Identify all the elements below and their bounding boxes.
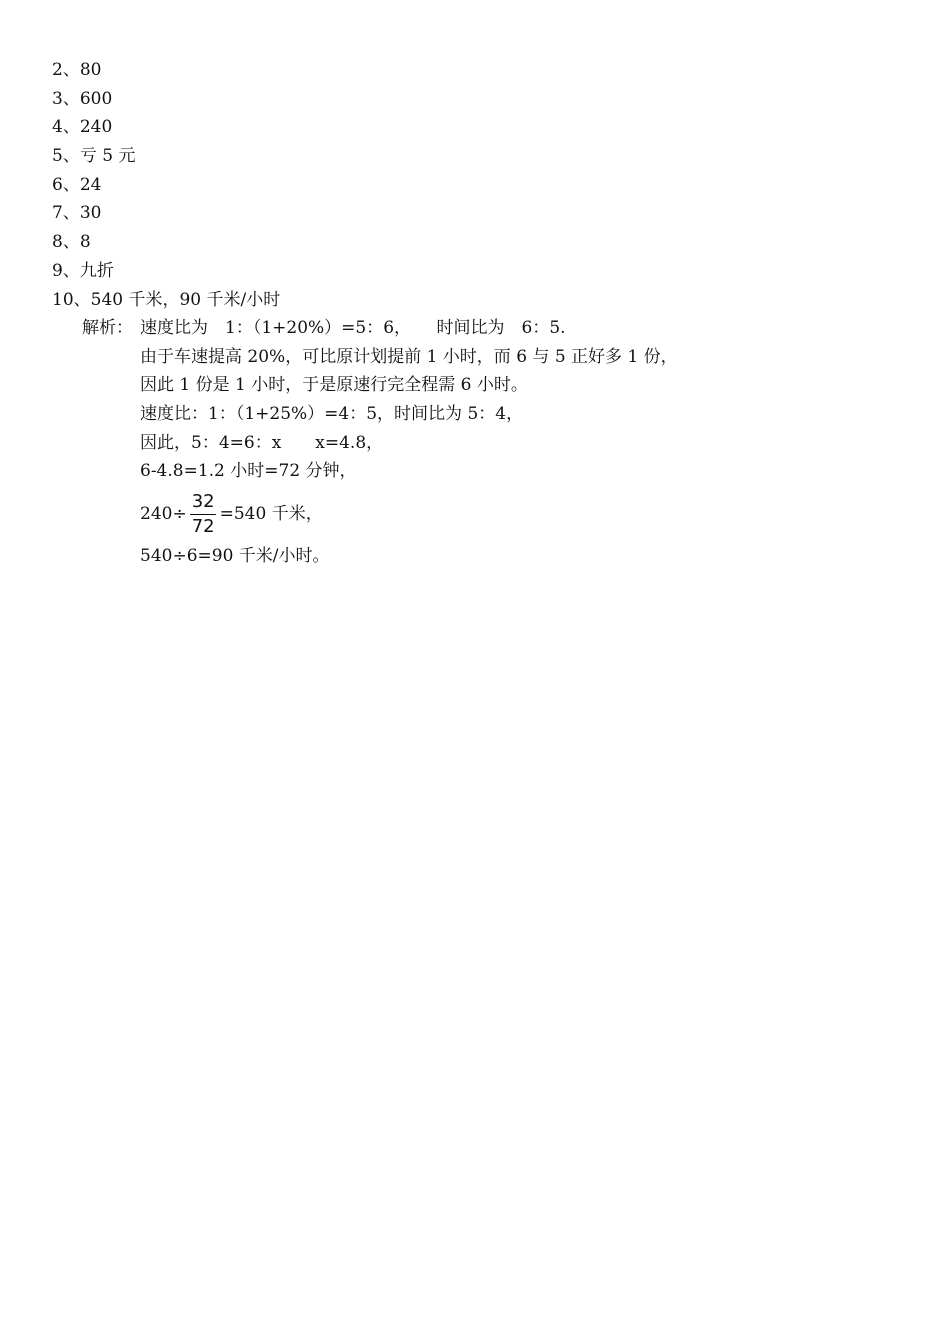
explanation-line: 540÷6=90 千米/小时。 (140, 546, 330, 567)
answer-list (52, 56, 280, 314)
explanation-line: 因此 1 份是 1 小时，于是原速行完全程需 6 小时。 (140, 375, 528, 396)
answer-item: 9、九折 (52, 260, 114, 281)
answer-item: 8、8 (52, 232, 91, 253)
answer-item: 10、540 千米，90 千米/小时 (52, 289, 281, 310)
answer-item: 3、600 (52, 88, 113, 109)
fraction-equation (140, 486, 678, 542)
explanation-lines (140, 314, 678, 571)
fraction-suffix: =540 千米， (219, 504, 323, 525)
explanation-line: 速度比为 1：（1+20%）=5：6， 时间比为 6：5. (140, 318, 566, 338)
explanation-line: 速度比：1：（1+25%）=4：5，时间比为 5：4， (140, 404, 524, 425)
fraction (190, 492, 217, 537)
answer-item: 6、24 (52, 174, 102, 195)
fraction-denominator: 72 (191, 515, 215, 537)
explanation-line: 因此，5：4=6：x x=4.8， (140, 432, 384, 453)
fraction-numerator: 32 (191, 490, 215, 512)
explanation-line: 由于车速提高 20%，可比原计划提前 1 小时，而 6 与 5 正好多 1 份， (140, 346, 678, 367)
explanation-label: 解析： (82, 318, 133, 338)
answer-item: 7、30 (52, 203, 102, 224)
answer-item: 2、80 (52, 60, 102, 80)
answer-item: 4、240 (52, 117, 113, 138)
explanation-line: 6-4.8=1.2 小时=72 分钟， (140, 461, 357, 482)
answer-item: 5、亏 5 元 (52, 146, 136, 167)
fraction-prefix: 240÷ (140, 504, 187, 525)
